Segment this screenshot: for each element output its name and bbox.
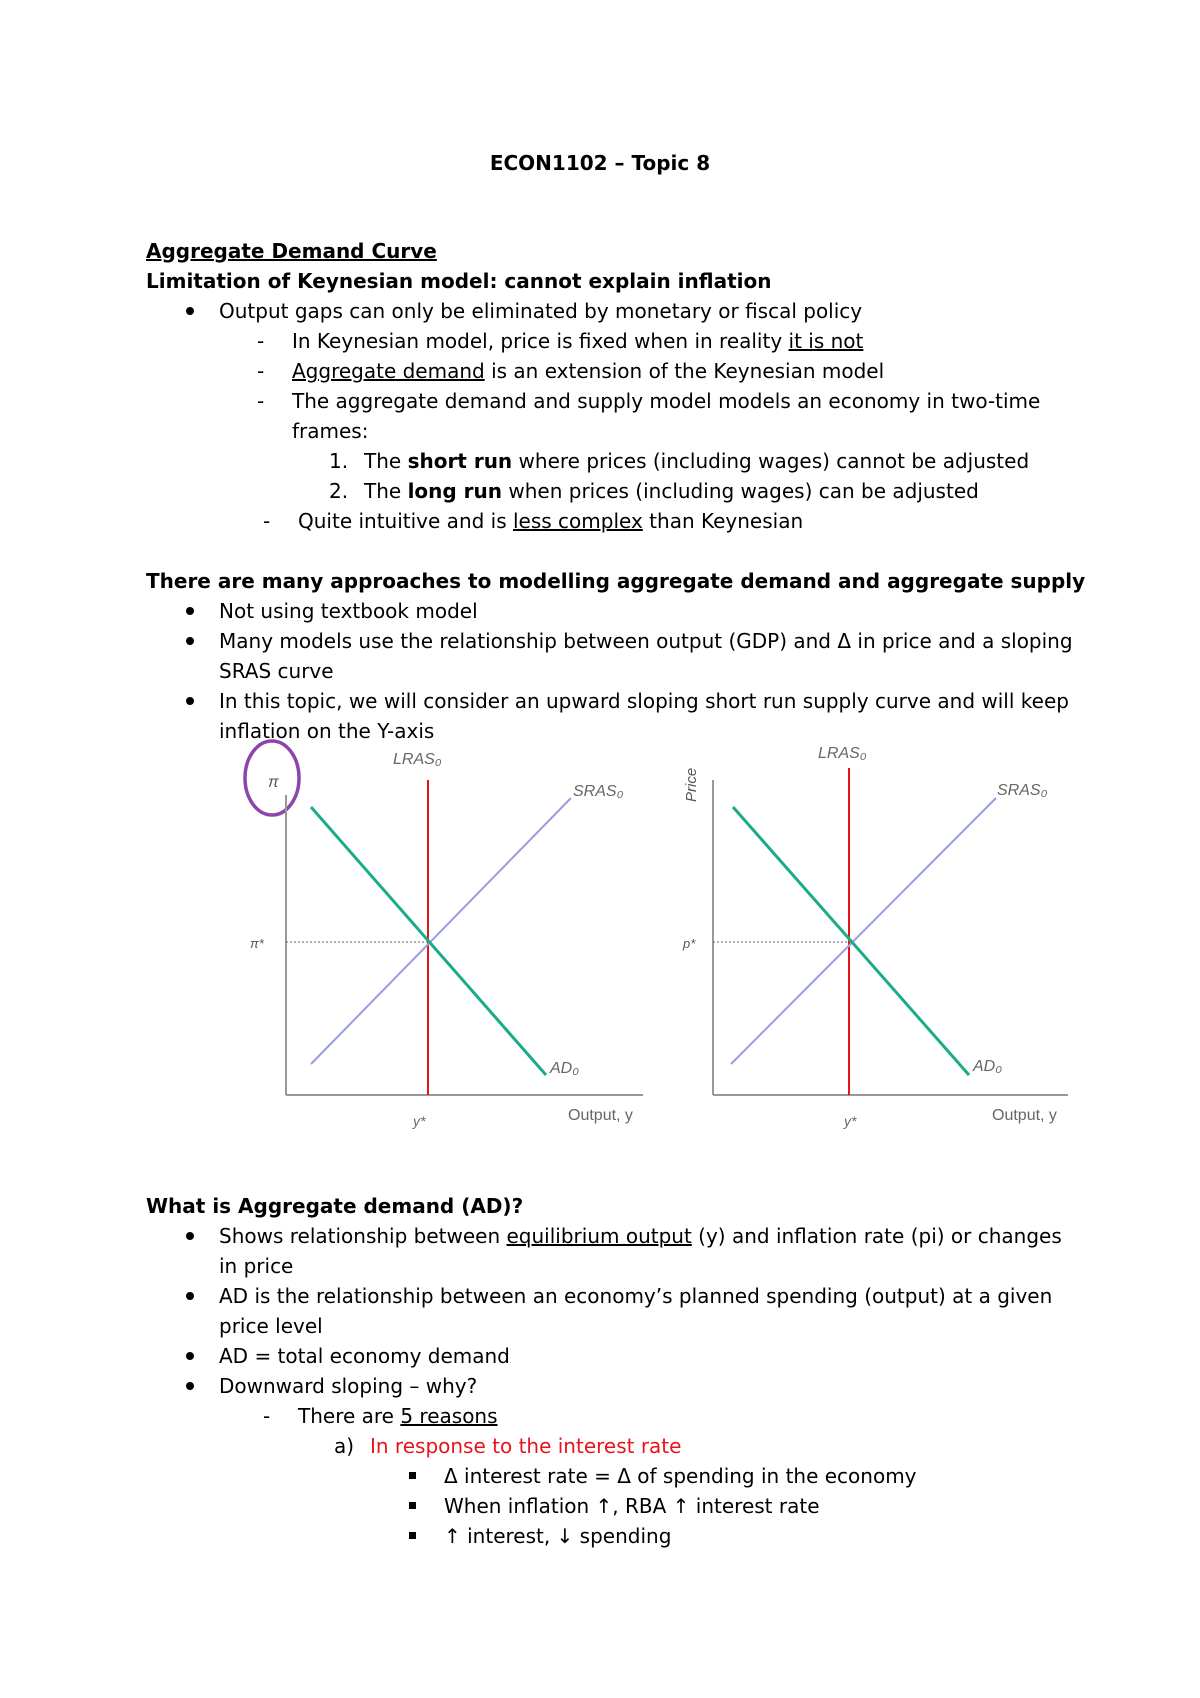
square-bullet xyxy=(409,1502,416,1509)
left-graph xyxy=(245,741,643,1129)
bullet-text: AD = total economy demand xyxy=(219,1344,510,1368)
ad-line xyxy=(733,807,969,1075)
y-axis-label-price: Price xyxy=(683,767,700,802)
bullet-text-continued: price level xyxy=(219,1314,323,1338)
sub-item-interest-rate: In response to the interest rate xyxy=(370,1434,682,1458)
equilibrium-inflation-label: π* xyxy=(250,936,264,951)
sras-line xyxy=(311,798,571,1064)
dash-item: The aggregate demand and supply model models an economy in two-time xyxy=(292,389,1041,413)
dash-marker: - xyxy=(257,389,265,413)
lras-label: LRAS₀ xyxy=(393,751,442,768)
square-bullet xyxy=(409,1532,416,1539)
dash-item: Quite intuitive and is less complex than Keynesian xyxy=(298,509,804,533)
y-axis-label-pi: π xyxy=(268,774,279,791)
sras-label: SRAS₀ xyxy=(573,783,624,800)
equilibrium-price-label: p* xyxy=(683,936,696,951)
bullet-dot xyxy=(186,1382,194,1390)
list-number: 2. xyxy=(329,479,349,503)
bullet-text-continued: SRAS curve xyxy=(219,659,334,683)
bullet-text: Not using textbook model xyxy=(219,599,478,623)
dash-item-continued: frames: xyxy=(292,419,369,443)
sras-line xyxy=(731,798,996,1064)
square-item: When inflation ↑, RBA ↑ interest rate xyxy=(444,1494,820,1518)
x-axis-label: Output, y xyxy=(992,1107,1057,1124)
section-heading-approaches: There are many approaches to modelling aggregate demand and aggregate supply xyxy=(146,569,1086,593)
section-heading-aggregate-demand-curve: Aggregate Demand Curve xyxy=(146,239,437,263)
ad-label: AD₀ xyxy=(550,1060,579,1077)
section-heading-what-is-ad: What is Aggregate demand (AD)? xyxy=(146,1194,524,1218)
bullet-text-continued: inflation on the Y-axis xyxy=(219,719,435,743)
dash-marker: - xyxy=(257,359,265,383)
dash-marker: - xyxy=(257,329,265,353)
bullet-text: Downward sloping – why? xyxy=(219,1374,478,1398)
potential-output-label: y* xyxy=(413,1113,426,1129)
dash-item: Aggregate demand is an extension of the Keynesian model xyxy=(292,359,885,383)
list-number: 1. xyxy=(329,449,349,473)
bullet-text: In this topic, we will consider an upward sloping short run supply curve and will keep xyxy=(219,689,1069,713)
x-axis-label: Output, y xyxy=(568,1107,633,1124)
bullet-dot xyxy=(186,1352,194,1360)
list-letter: a) xyxy=(334,1434,355,1458)
dash-item: In Keynesian model, price is fixed when in reality it is not xyxy=(292,329,864,353)
bullet-text: Shows relationship between equilibrium output (y) and inflation rate (pi) or changes xyxy=(219,1224,1062,1248)
bullet-text-continued: in price xyxy=(219,1254,294,1278)
dash-marker: - xyxy=(263,1404,271,1428)
right-graph xyxy=(682,745,1068,1129)
ad-label: AD₀ xyxy=(973,1058,1002,1075)
dash-item: There are 5 reasons xyxy=(298,1404,498,1428)
lras-label: LRAS₀ xyxy=(818,745,867,762)
square-bullet xyxy=(409,1472,416,1479)
bullet-text: Many models use the relationship between output (GDP) and Δ in price and a sloping xyxy=(219,629,1073,653)
numbered-item: The long run when prices (including wages) can be adjusted xyxy=(364,479,979,503)
square-item: Δ interest rate = Δ of spending in the economy xyxy=(444,1464,917,1488)
subheading-limitation: Limitation of Keynesian model: cannot explain inflation xyxy=(146,269,772,293)
page-title: ECON1102 – Topic 8 xyxy=(489,151,711,175)
bullet-text: AD is the relationship between an economy’s planned spending (output) at a given xyxy=(219,1284,1053,1308)
bullet-dot xyxy=(186,1232,194,1240)
dash-marker: - xyxy=(263,509,271,533)
square-item: ↑ interest, ↓ spending xyxy=(444,1524,672,1548)
sras-label: SRAS₀ xyxy=(997,782,1048,799)
numbered-item: The short run where prices (including wages) cannot be adjusted xyxy=(364,449,1030,473)
bullet-text: Output gaps can only be eliminated by monetary or fiscal policy xyxy=(219,299,863,323)
potential-output-label: y* xyxy=(844,1113,857,1129)
bullet-dot xyxy=(186,1292,194,1300)
